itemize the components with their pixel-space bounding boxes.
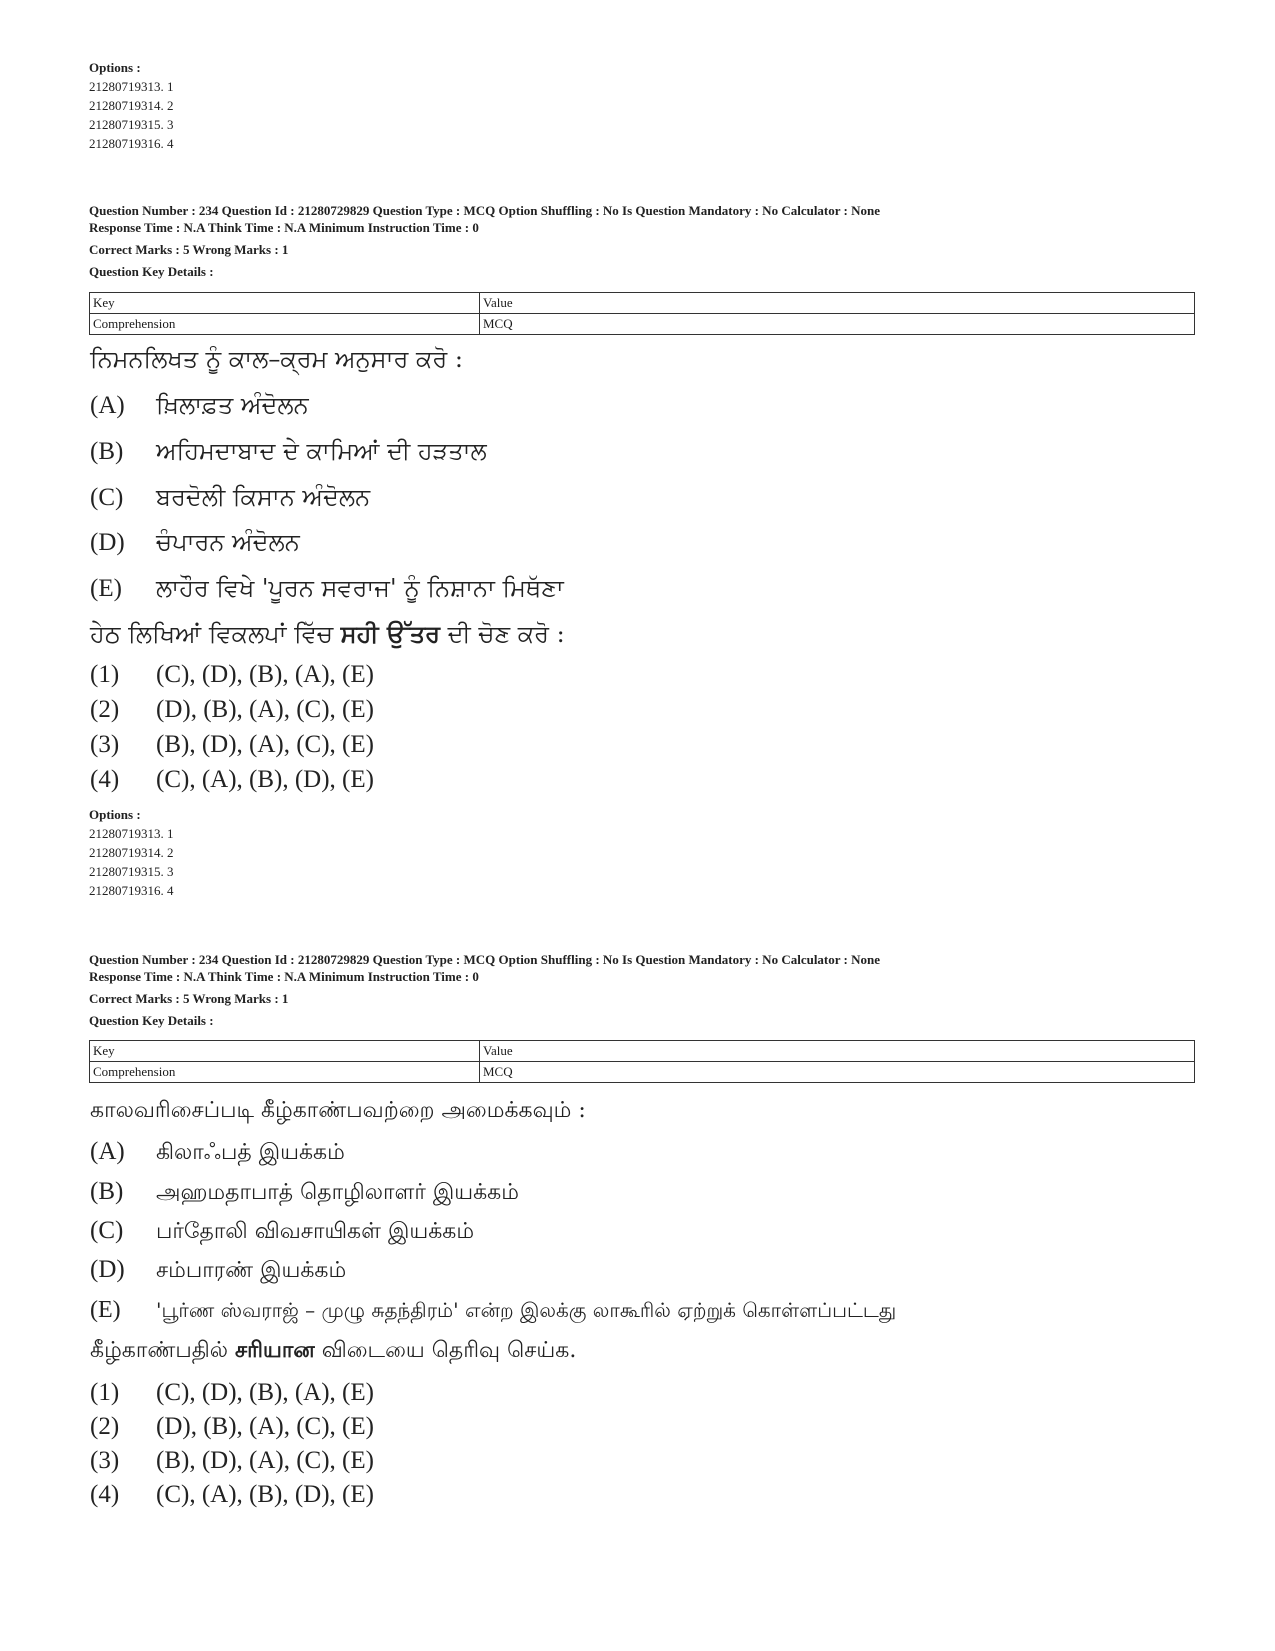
options-block	[89, 805, 174, 900]
table-row	[90, 314, 1195, 335]
choice-item	[90, 1413, 374, 1441]
choice-label: (2)	[90, 696, 120, 723]
table-cell: Comprehension	[90, 1062, 480, 1083]
list-item	[90, 1256, 346, 1286]
table-cell: Comprehension	[90, 314, 480, 335]
choice-text: (D), (B), (A), (C), (E)	[156, 696, 374, 723]
option-id: 21280719313. 1	[89, 826, 174, 841]
item-label: (E)	[90, 575, 122, 602]
choice-label: (3)	[90, 1447, 120, 1474]
item-label: (C)	[90, 1217, 124, 1244]
option-id: 21280719316. 4	[89, 136, 174, 151]
prompt-text: ਹੇਠ ਲਿਖਿਆਂ ਵਿਕਲਪਾਂ ਵਿੱਚ	[90, 620, 341, 648]
item-label: (A)	[90, 392, 125, 419]
options-heading: Options :	[89, 60, 141, 75]
meta-line: Question Number : 234 Question Id : 21280729829 Question Type : MCQ Option Shuffling : No Is Question Mandatory : No Calculator : None	[89, 203, 881, 218]
choice-label: (1)	[90, 1379, 120, 1406]
option-id: 21280719313. 1	[89, 79, 174, 94]
choice-label: (4)	[90, 766, 120, 793]
item-text: ਅਹਿਮਦਾਬਾਦ ਦੇ ਕਾਮਿਆਂ ਦੀ ਹੜਤਾਲ	[156, 437, 487, 465]
table-cell: MCQ	[480, 314, 1195, 335]
choice-item	[90, 1447, 374, 1475]
meta-line: Response Time : N.A Think Time : N.A Minimum Instruction Time : 0	[89, 969, 479, 984]
list-item	[90, 391, 309, 420]
item-text: ਚੰਪਾਰਨ ਅੰਦੋਲਨ	[156, 528, 300, 556]
list-item	[90, 437, 487, 466]
list-item	[90, 528, 300, 557]
options-heading: Options :	[89, 807, 141, 822]
choice-label: (2)	[90, 1413, 120, 1440]
item-label: (D)	[90, 1256, 125, 1283]
choice-text: (C), (D), (B), (A), (E)	[156, 1379, 374, 1406]
table-row	[90, 1062, 1195, 1083]
item-text: ਖ਼ਿਲਾਫ਼ਤ ਅੰਦੋਲਨ	[156, 391, 309, 419]
question-key-table	[89, 292, 1195, 335]
item-text: 'பூர்ண ஸ்வராஜ் – முழு சுதந்திரம்' என்ற இலக்கு லாகூரில் ஏற்றுக் கொள்ளப்பட்டது	[156, 1298, 897, 1322]
key-details-label: Question Key Details :	[89, 1013, 214, 1028]
table-cell: Key	[90, 1041, 480, 1062]
list-item	[90, 1138, 345, 1168]
question-instruction: காலவரிசைப்படி கீழ்காண்பவற்றை அமைக்கவும் :	[90, 1098, 586, 1123]
meta-line: Correct Marks : 5 Wrong Marks : 1	[89, 991, 289, 1006]
meta-line: Response Time : N.A Think Time : N.A Minimum Instruction Time : 0	[89, 220, 479, 235]
meta-line: Correct Marks : 5 Wrong Marks : 1	[89, 242, 289, 257]
question-key-table	[89, 1040, 1195, 1083]
key-details-label: Question Key Details :	[89, 264, 214, 279]
item-text: ਲਾਹੌਰ ਵਿਖੇ 'ਪੂਰਨ ਸਵਰਾਜ' ਨੂੰ ਨਿਸ਼ਾਨਾ ਮਿਥੱਣਾ	[156, 574, 564, 602]
choice-item	[90, 766, 374, 794]
question-meta	[89, 951, 1189, 1030]
item-label: (B)	[90, 1178, 124, 1205]
table-cell: Key	[90, 293, 480, 314]
item-text: பர்தோலி விவசாயிகள் இயக்கம்	[156, 1219, 475, 1244]
option-id: 21280719314. 2	[89, 845, 174, 860]
choice-item	[90, 1379, 374, 1407]
choice-text: (C), (D), (B), (A), (E)	[156, 661, 374, 688]
choice-label: (4)	[90, 1481, 120, 1508]
meta-line: Question Number : 234 Question Id : 21280729829 Question Type : MCQ Option Shuffling : No Is Question Mandatory : No Calculator : None	[89, 952, 881, 967]
option-id: 21280719315. 3	[89, 117, 174, 132]
table-cell: MCQ	[480, 1062, 1195, 1083]
answer-prompt	[90, 1337, 576, 1366]
question-instruction: ਨਿਮਨਲਿਖਤ ਨੂੰ ਕਾਲ–ਕ੍ਰਮ ਅਨੁਸਾਰ ਕਰੋ :	[90, 345, 463, 373]
list-item	[90, 483, 370, 512]
question-meta	[89, 202, 1189, 281]
item-text: கிலாஃபத் இயக்கம்	[156, 1140, 345, 1165]
choice-text: (B), (D), (A), (C), (E)	[156, 731, 374, 758]
item-label: (D)	[90, 529, 125, 556]
item-label: (B)	[90, 438, 124, 465]
prompt-bold: ਸਹੀ ਉੱਤਰ	[340, 619, 440, 648]
prompt-bold: சரியான	[235, 1337, 315, 1363]
list-item	[90, 1217, 474, 1247]
prompt-text: விடையை தெரிவு செய்க.	[314, 1338, 577, 1363]
choice-item	[90, 696, 374, 724]
choice-item	[90, 731, 374, 759]
option-id: 21280719315. 3	[89, 864, 174, 879]
item-text: சம்பாரண் இயக்கம்	[156, 1258, 347, 1283]
list-item	[90, 1178, 519, 1208]
choice-text: (D), (B), (A), (C), (E)	[156, 1413, 374, 1440]
choice-label: (1)	[90, 661, 120, 688]
item-label: (E)	[90, 1297, 121, 1323]
answer-prompt	[90, 619, 565, 648]
table-row	[90, 1041, 1195, 1062]
option-id: 21280719316. 4	[89, 883, 174, 898]
option-id: 21280719314. 2	[89, 98, 174, 113]
table-row	[90, 293, 1195, 314]
choice-text: (C), (A), (B), (D), (E)	[156, 1481, 374, 1508]
item-text: ਬਰਦੋਲੀ ਕਿਸਾਨ ਅੰਦੋਲਨ	[156, 483, 371, 511]
item-label: (A)	[90, 1138, 125, 1165]
item-text: அஹமதாபாத் தொழிலாளர் இயக்கம்	[156, 1180, 519, 1205]
prompt-text: கீழ்காண்பதில்	[90, 1338, 235, 1363]
choice-label: (3)	[90, 731, 120, 758]
table-cell: Value	[480, 293, 1195, 314]
list-item	[90, 574, 564, 603]
item-label: (C)	[90, 484, 124, 511]
choice-text: (B), (D), (A), (C), (E)	[156, 1447, 374, 1474]
list-item	[90, 1297, 896, 1325]
table-cell: Value	[480, 1041, 1195, 1062]
prompt-text: ਦੀ ਚੋਣ ਕਰੋ :	[439, 620, 565, 648]
choice-item	[90, 1481, 374, 1509]
choice-text: (C), (A), (B), (D), (E)	[156, 766, 374, 793]
choice-item	[90, 661, 374, 689]
options-block-top	[89, 58, 174, 153]
